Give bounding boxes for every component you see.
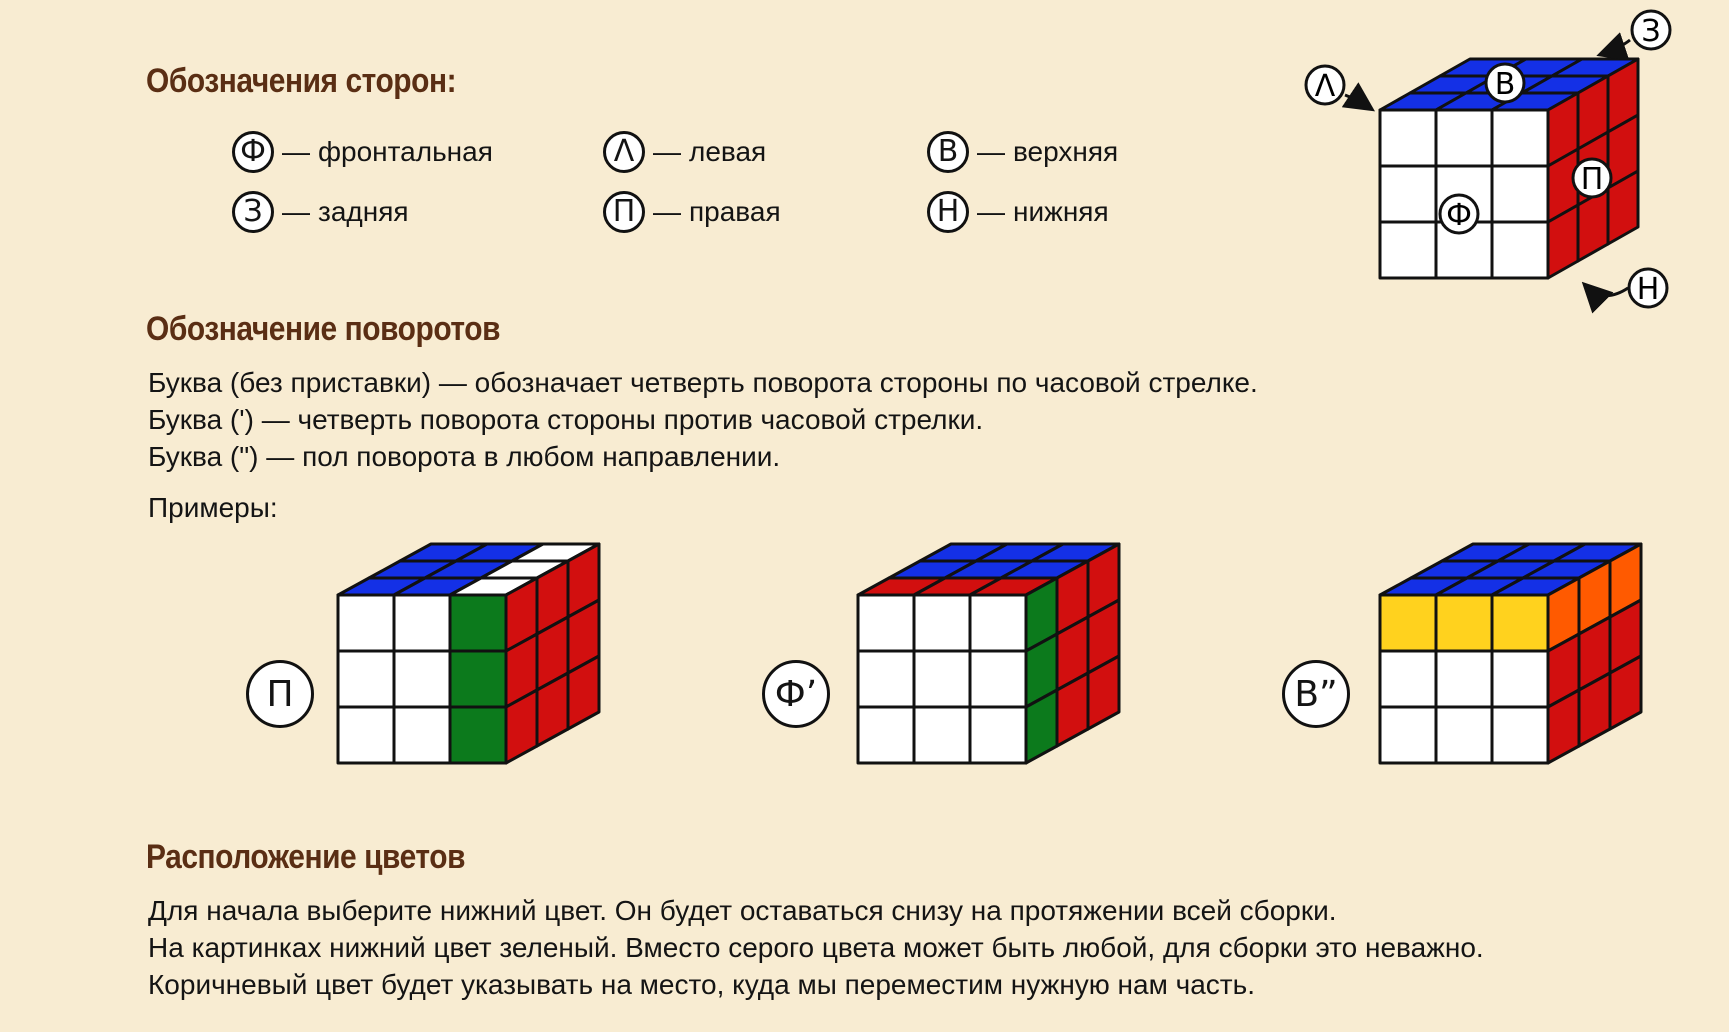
back-name: задняя: [318, 196, 409, 227]
cube-front-sticker: [1492, 110, 1548, 166]
dash: —: [653, 136, 681, 167]
turns-heading: Обозначение поворотов: [146, 310, 501, 348]
front-letter-badge: Ф: [232, 131, 274, 173]
right-name: правая: [689, 196, 781, 227]
cube-front-sticker: [394, 651, 450, 707]
cube-front-sticker: [1436, 707, 1492, 763]
dash: —: [282, 196, 310, 227]
cube-front-sticker: [1380, 651, 1436, 707]
cube-front-sticker: [1436, 595, 1492, 651]
dash: —: [282, 136, 310, 167]
dash: —: [977, 196, 1005, 227]
example-cube-f-prime: [858, 544, 1119, 763]
cube-front-sticker: [450, 651, 506, 707]
examples-label: Примеры:: [148, 492, 278, 523]
colors-heading: Расположение цветов: [146, 838, 466, 876]
cube-front-sticker: [1380, 595, 1436, 651]
cube-front-sticker: [1492, 595, 1548, 651]
cube-front-sticker: [1436, 651, 1492, 707]
top-name: верхняя: [1013, 136, 1119, 167]
colors-line-1: Для начала выберите нижний цвет. Он будет оставаться снизу на протяжении всей сборки.: [148, 895, 1337, 926]
front-label: Ф: [1446, 198, 1472, 233]
cube-front-sticker: [858, 707, 914, 763]
bottom-name: нижняя: [1013, 196, 1109, 227]
cube-front-sticker: [858, 651, 914, 707]
cube-front-sticker: [1492, 651, 1548, 707]
left-letter-badge: Λ: [603, 131, 645, 173]
cube-front-sticker: [338, 651, 394, 707]
cube-front-sticker: [1492, 222, 1548, 278]
turn-rule-counterclockwise: Буква (') — четверть поворота стороны против часовой стрелки.: [148, 404, 984, 435]
cube-front-sticker: [394, 707, 450, 763]
left-arrow: [1345, 95, 1370, 108]
turn-rule-clockwise: Буква (без приставки) — обозначает четверть поворота стороны по часовой стрелке.: [148, 367, 1258, 398]
cube-front-sticker: [914, 651, 970, 707]
cube-front-sticker: [450, 595, 506, 651]
bottom-letter-badge: Н: [927, 191, 969, 233]
right-label: П: [1580, 162, 1604, 197]
cube-front-sticker: [338, 595, 394, 651]
move-badge-f-prime: Ф’: [762, 660, 830, 728]
cube-front-sticker: [1492, 707, 1548, 763]
top-letter-badge: В: [927, 131, 969, 173]
back-label: З: [1641, 14, 1661, 49]
cube-front-sticker: [338, 707, 394, 763]
cube-front-sticker: [1380, 707, 1436, 763]
colors-line-3: Коричневый цвет будет указывать на место, куда мы переместим нужную нам часть.: [148, 969, 1255, 1000]
cube-front-sticker: [970, 707, 1026, 763]
cube-front-sticker: [1380, 166, 1436, 222]
bottom-arrow: [1586, 286, 1628, 296]
top-label: В: [1494, 67, 1516, 102]
bottom-label: Н: [1636, 272, 1660, 307]
cube-front-sticker: [1380, 110, 1436, 166]
dash: —: [653, 196, 681, 227]
cube-front-sticker: [1492, 166, 1548, 222]
cube-front-sticker: [1380, 222, 1436, 278]
dash: —: [977, 136, 1005, 167]
left-name: левая: [689, 136, 767, 167]
sides-heading: Обозначения сторон:: [146, 62, 457, 100]
move-badge-r: П: [246, 660, 314, 728]
move-badge-u-double: В”: [1282, 660, 1350, 728]
turn-rule-half: Буква (") — пол поворота в любом направлении.: [148, 441, 781, 472]
cube-front-sticker: [394, 595, 450, 651]
back-arrow: [1602, 40, 1630, 54]
back-letter-badge: З: [232, 191, 274, 233]
cube-front-sticker: [914, 595, 970, 651]
cube-front-sticker: [970, 651, 1026, 707]
right-letter-badge: П: [603, 191, 645, 233]
example-cube-u-double: [1380, 544, 1641, 763]
cube-front-sticker: [858, 595, 914, 651]
cube-front-sticker: [450, 707, 506, 763]
cube-front-sticker: [914, 707, 970, 763]
cube-front-sticker: [970, 595, 1026, 651]
left-label: Λ: [1314, 69, 1336, 104]
example-cube-r: [338, 544, 599, 763]
front-name: фронтальная: [318, 136, 493, 167]
colors-line-2: На картинках нижний цвет зеленый. Вместо серого цвета может быть любой, для сборки это неважно.: [148, 932, 1484, 963]
cube-front-sticker: [1436, 110, 1492, 166]
